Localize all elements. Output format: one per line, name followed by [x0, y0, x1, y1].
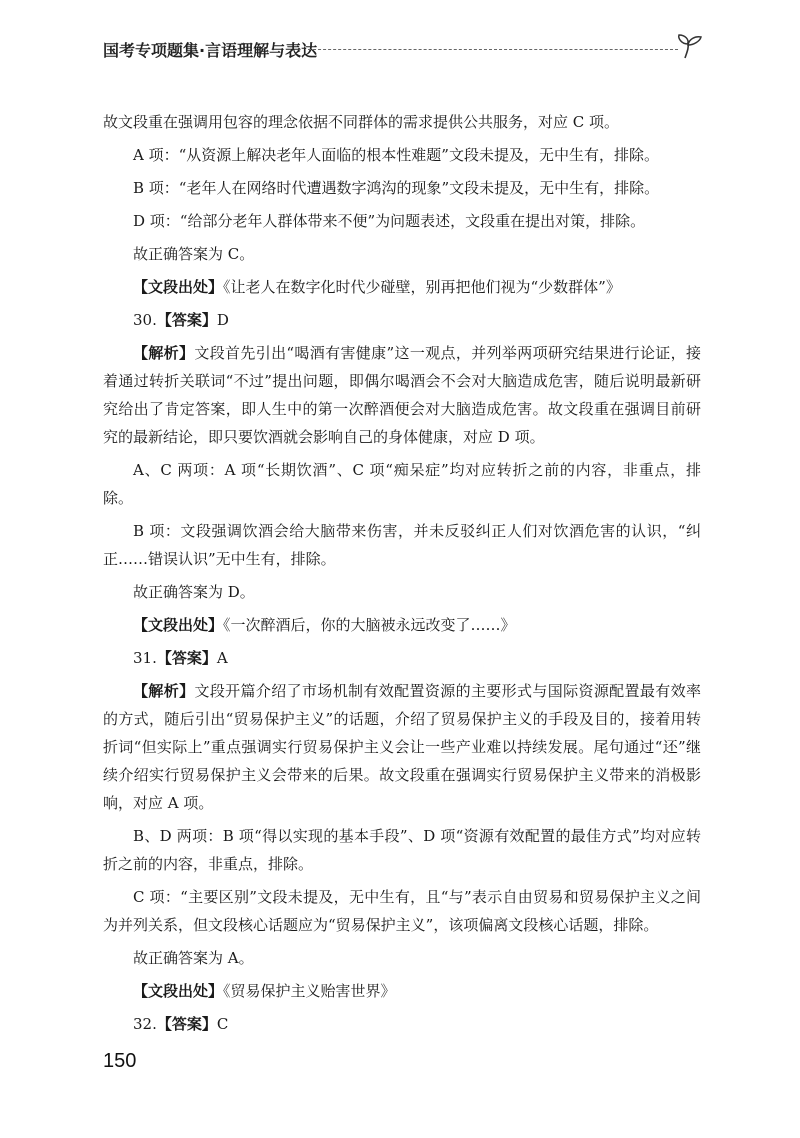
option-analysis-c: C 项：“主要区别”文段未提及，无中生有，且“与”表示自由贸易和贸易保护主义之间为并列关系，但文段核心话题应为“贸易保护主义”，该项偏离文段核心话题，排除。	[103, 888, 701, 934]
source-title: 《让老人在数字化时代少碰壁，别再把他们视为“少数群体”》	[223, 278, 621, 296]
option-analysis-ac: A、C 两项：A 项“长期饮酒”、C 项“痴呆症”均对应转折之前的内容，非重点，排除。	[103, 461, 701, 507]
answer-label: 【答案】	[156, 649, 217, 667]
analysis-text: 文段开篇介绍了市场机制有效配置资源的主要形式与国际资源配置最有效率的方式，随后引出“贸易保护主义”的话题，介绍了贸易保护主义的手段及目的，接着用转折词“但实际上”重点强调实行贸易保护主义会让一些产业难以持续发展。尾句通过“还”继续介绍实行贸易保护主义会带来的后果。故文段重在强调实行贸易保护主义带来的消极影响，对应 A 项。	[103, 682, 701, 812]
option-analysis-b: B 项：文段强调饮酒会给大脑带来伤害，并未反驳纠正人们对饮酒危害的认识，“纠正……错误认识”无中生有，排除。	[103, 522, 701, 568]
answer-label: 【答案】	[156, 1015, 217, 1033]
analysis-paragraph	[103, 677, 701, 817]
analysis-label: 【解析】	[133, 344, 195, 362]
source-line	[103, 977, 701, 1005]
header-title: 国考专项题集·言语理解与表达	[103, 41, 318, 60]
conclusion: 故正确答案为 D。	[133, 583, 255, 601]
conclusion: 故正确答案为 C。	[133, 245, 255, 263]
answer-value: C	[216, 1015, 229, 1033]
analysis-paragraph	[103, 339, 701, 451]
answer-line-32	[103, 1010, 701, 1038]
answer-label: 【答案】	[156, 311, 217, 329]
option-analysis-a: A 项：“从资源上解决老年人面临的根本性难题”文段未提及，无中生有，排除。	[133, 146, 659, 164]
answer-line-30	[103, 306, 701, 334]
question-number: 31.	[133, 649, 157, 667]
page-content	[103, 108, 701, 1038]
option-analysis-bd: B、D 两项：B 项“得以实现的基本手段”、D 项“资源有效配置的最佳方式”均对应转折之前的内容，非重点，排除。	[103, 827, 701, 873]
source-line	[103, 273, 701, 301]
source-label: 【文段出处】	[133, 982, 224, 1000]
conclusion: 故正确答案为 A。	[133, 949, 254, 967]
header-rule	[308, 49, 678, 50]
running-header	[103, 34, 703, 64]
question-number: 30.	[133, 311, 157, 329]
paragraph: 故文段重在强调用包容的理念依据不同群体的需求提供公共服务，对应 C 项。	[103, 113, 620, 131]
sprout-icon	[675, 34, 705, 62]
source-title: 《贸易保护主义贻害世界》	[223, 982, 396, 1000]
analysis-label: 【解析】	[133, 682, 195, 700]
answer-value: A	[216, 649, 228, 667]
analysis-text: 文段首先引出“喝酒有害健康”这一观点，并列举两项研究结果进行论证，接着通过转折关联词“不过”提出问题，即偶尔喝酒会不会对大脑造成危害，随后说明最新研究给出了肯定答案，即人生中的第一次醉酒便会对大脑造成危害。故文段重在强调目前研究的最新结论，即只要饮酒就会影响自己的身体健康，对应 D 项。	[103, 344, 701, 446]
option-analysis-d: D 项：“给部分老年人群体带来不便”为问题表述，文段重在提出对策，排除。	[133, 212, 646, 230]
answer-value: D	[216, 311, 229, 329]
answer-line-31	[103, 644, 701, 672]
source-label: 【文段出处】	[133, 616, 224, 634]
page-number: 150	[103, 1050, 137, 1072]
source-title: 《一次醉酒后，你的大脑被永远改变了……》	[223, 616, 516, 634]
option-analysis-b: B 项：“老年人在网络时代遭遇数字鸿沟的现象”文段未提及，无中生有，排除。	[133, 179, 660, 197]
source-line	[103, 611, 701, 639]
source-label: 【文段出处】	[133, 278, 224, 296]
question-number: 32.	[133, 1015, 157, 1033]
